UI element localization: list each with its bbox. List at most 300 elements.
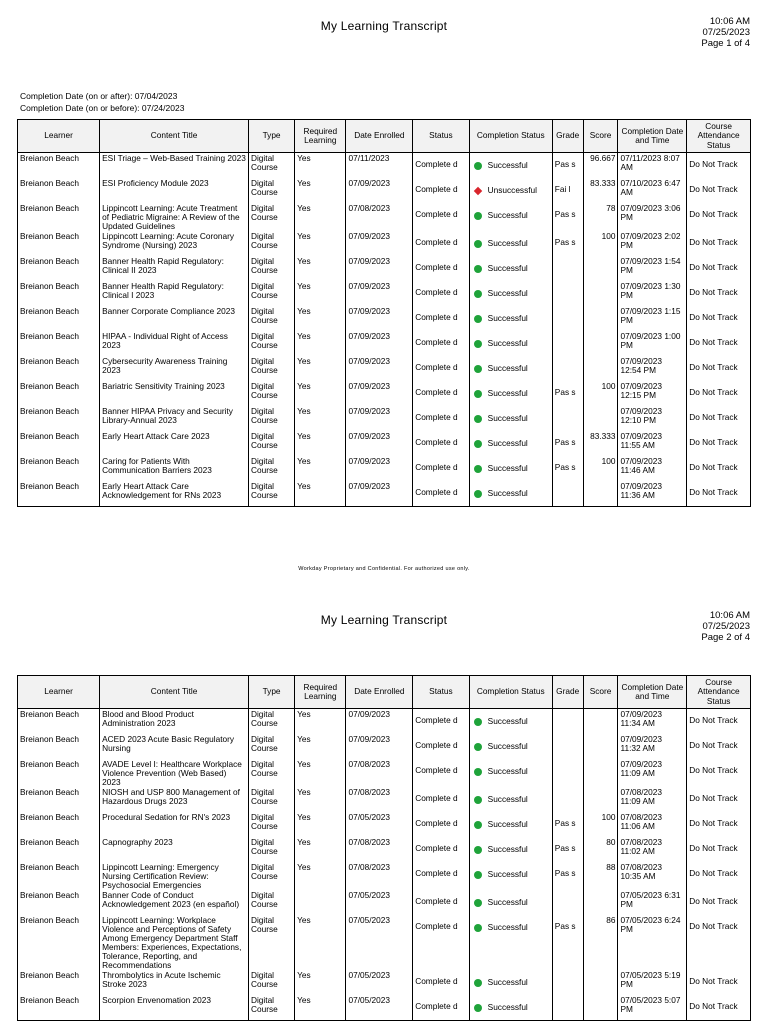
content-title-cell: Banner Corporate Compliance 2023 [100, 306, 249, 331]
successful-icon [474, 212, 482, 220]
completion-status-label: Successful [487, 413, 528, 423]
report-meta [701, 16, 750, 49]
status-text: Complete d [415, 462, 458, 472]
attendance-cell [687, 281, 751, 306]
status-cell [413, 734, 469, 759]
completion-date-cell: 07/09/2023 12:15 PM [618, 381, 687, 406]
status-cell [413, 231, 469, 256]
completion-status [472, 767, 550, 776]
successful-icon [474, 796, 482, 804]
status-text: Complete d [415, 896, 458, 906]
table-row [18, 995, 751, 1021]
type-cell: Digital Course [248, 431, 294, 456]
content-title-cell: Early Heart Attack Care Acknowledgement for RNs 2023 [100, 481, 249, 507]
attendance-cell [687, 356, 751, 381]
type-cell: Digital Course [248, 381, 294, 406]
grade-cell [552, 709, 583, 735]
column-header: Grade [552, 120, 583, 153]
status-text: Complete d [415, 921, 458, 931]
completion-status-cell [469, 759, 552, 787]
column-header: Required Learning [295, 120, 346, 153]
score-cell: 100 [583, 812, 618, 837]
date-enrolled-cell: 07/08/2023 [346, 787, 413, 812]
attendance-text: Do Not Track [689, 487, 738, 497]
successful-icon [474, 340, 482, 348]
completion-status-label: Successful [487, 1002, 528, 1012]
status-cell [413, 406, 469, 431]
transcript-table [17, 119, 751, 507]
completion-date-cell: 07/05/2023 6:31 PM [618, 890, 687, 915]
attendance-cell [687, 203, 751, 231]
status-cell [413, 203, 469, 231]
status-text: Complete d [415, 868, 458, 878]
grade-cell [552, 203, 583, 231]
required-cell: Yes [295, 306, 346, 331]
type-cell: Digital Course [248, 306, 294, 331]
column-header: Grade [552, 676, 583, 709]
completion-status [472, 239, 550, 248]
completion-date-cell: 07/09/2023 12:10 PM [618, 406, 687, 431]
status-cell [413, 915, 469, 970]
table-row [18, 837, 751, 862]
score-cell [583, 787, 618, 812]
learner-cell: Breianon Beach [18, 356, 100, 381]
completion-status [472, 364, 550, 373]
table-row [18, 431, 751, 456]
table-row [18, 153, 751, 179]
column-header: Learner [18, 120, 100, 153]
completion-date-cell: 07/05/2023 6:24 PM [618, 915, 687, 970]
grade-cell [552, 356, 583, 381]
date-enrolled-cell: 07/09/2023 [346, 456, 413, 481]
attendance-cell [687, 970, 751, 995]
attendance-cell [687, 481, 751, 507]
completion-status [472, 870, 550, 879]
table-row [18, 812, 751, 837]
successful-icon [474, 162, 482, 170]
completion-status [472, 211, 550, 220]
type-cell: Digital Course [248, 231, 294, 256]
status-cell [413, 812, 469, 837]
table-header-row [18, 676, 751, 709]
date-enrolled-cell: 07/09/2023 [346, 178, 413, 203]
completion-status-label: Successful [487, 844, 528, 854]
completion-status-label: Successful [487, 160, 528, 170]
grade-cell [552, 178, 583, 203]
column-header: Date Enrolled [346, 120, 413, 153]
grade-cell [552, 306, 583, 331]
score-cell: 78 [583, 203, 618, 231]
learner-cell: Breianon Beach [18, 431, 100, 456]
successful-icon [474, 899, 482, 907]
content-title-cell: Capnography 2023 [100, 837, 249, 862]
status-text: Complete d [415, 412, 458, 422]
attendance-cell [687, 178, 751, 203]
required-cell: Yes [295, 381, 346, 406]
grade-text: Pas s [554, 159, 576, 169]
grade-cell [552, 331, 583, 356]
status-cell [413, 178, 469, 203]
completion-date-cell: 07/05/2023 5:19 PM [618, 970, 687, 995]
content-title-cell: Early Heart Attack Care 2023 [100, 431, 249, 456]
completion-date-cell: 07/09/2023 11:32 AM [618, 734, 687, 759]
completion-status-label: Successful [487, 897, 528, 907]
completion-status [472, 742, 550, 751]
content-title-cell: Lippincott Learning: Workplace Violence and Perceptions of Safety Among Emergency Department Staff Members: Experiences, Expectations, Tolerance, Reporting, and Recommendations [100, 915, 249, 970]
status-text: Complete d [415, 362, 458, 372]
learner-cell: Breianon Beach [18, 995, 100, 1021]
score-cell [583, 970, 618, 995]
completion-status [472, 717, 550, 726]
date-enrolled-cell: 07/05/2023 [346, 812, 413, 837]
completion-date-cell: 07/09/2023 11:36 AM [618, 481, 687, 507]
table-row [18, 970, 751, 995]
page-title: My Learning Transcript [320, 613, 448, 627]
status-cell [413, 381, 469, 406]
date-enrolled-cell: 07/09/2023 [346, 356, 413, 381]
date-enrolled-cell: 07/09/2023 [346, 481, 413, 507]
content-title-cell: Procedural Sedation for RN's 2023 [100, 812, 249, 837]
attendance-cell [687, 734, 751, 759]
status-cell [413, 787, 469, 812]
type-cell: Digital Course [248, 153, 294, 179]
learner-cell: Breianon Beach [18, 406, 100, 431]
completion-status-cell [469, 356, 552, 381]
learner-cell: Breianon Beach [18, 890, 100, 915]
completion-status [472, 795, 550, 804]
learner-cell: Breianon Beach [18, 862, 100, 890]
completion-status-label: Successful [487, 210, 528, 220]
required-cell: Yes [295, 862, 346, 890]
attendance-cell [687, 837, 751, 862]
type-cell: Digital Course [248, 759, 294, 787]
learner-cell: Breianon Beach [18, 281, 100, 306]
required-cell: Yes [295, 456, 346, 481]
status-cell [413, 431, 469, 456]
completion-status-label: Successful [487, 263, 528, 273]
date-enrolled-cell: 07/09/2023 [346, 734, 413, 759]
successful-icon [474, 979, 482, 987]
table-row [18, 306, 751, 331]
status-text: Complete d [415, 387, 458, 397]
completion-status [472, 845, 550, 854]
date-enrolled-cell: 07/08/2023 [346, 862, 413, 890]
completion-date-cell: 07/09/2023 3:06 PM [618, 203, 687, 231]
required-cell: Yes [295, 812, 346, 837]
date-enrolled-cell: 07/08/2023 [346, 837, 413, 862]
attendance-cell [687, 231, 751, 256]
grade-text: Pas s [554, 868, 576, 878]
completion-status [472, 314, 550, 323]
completion-status-cell [469, 862, 552, 890]
attendance-text: Do Not Track [689, 715, 738, 725]
attendance-text: Do Not Track [689, 159, 738, 169]
grade-cell [552, 759, 583, 787]
status-text: Complete d [415, 237, 458, 247]
table-row [18, 734, 751, 759]
completion-status [472, 1003, 550, 1012]
date-enrolled-cell: 07/09/2023 [346, 231, 413, 256]
date-enrolled-cell: 07/11/2023 [346, 153, 413, 179]
report-time: 10:06 AM [709, 16, 750, 27]
grade-text: Pas s [554, 818, 576, 828]
attendance-cell [687, 812, 751, 837]
report-meta [701, 610, 750, 643]
completion-date-cell: 07/09/2023 1:30 PM [618, 281, 687, 306]
completion-date-cell: 07/09/2023 11:55 AM [618, 431, 687, 456]
grade-cell [552, 153, 583, 179]
successful-icon [474, 490, 482, 498]
status-cell [413, 281, 469, 306]
completion-status-cell [469, 431, 552, 456]
successful-icon [474, 821, 482, 829]
content-title-cell: Lippincott Learning: Acute Treatment of Pediatric Migraine: A Review of the Updated Guidelines [100, 203, 249, 231]
learner-cell: Breianon Beach [18, 759, 100, 787]
type-cell: Digital Course [248, 203, 294, 231]
required-cell: Yes [295, 231, 346, 256]
status-cell [413, 356, 469, 381]
type-cell: Digital Course [248, 178, 294, 203]
learner-cell: Breianon Beach [18, 481, 100, 507]
successful-icon [474, 265, 482, 273]
required-cell: Yes [295, 406, 346, 431]
completion-status-label: Successful [487, 819, 528, 829]
page-title: My Learning Transcript [320, 19, 448, 33]
completion-status-label: Successful [487, 313, 528, 323]
completion-status-cell [469, 456, 552, 481]
status-cell [413, 256, 469, 281]
completion-status-label: Successful [487, 388, 528, 398]
table-row [18, 281, 751, 306]
attendance-cell [687, 759, 751, 787]
learner-cell: Breianon Beach [18, 381, 100, 406]
completion-status-label: Successful [487, 741, 528, 751]
completion-status-cell [469, 970, 552, 995]
date-enrolled-cell: 07/09/2023 [346, 281, 413, 306]
required-cell: Yes [295, 915, 346, 970]
content-title-cell: ESI Triage – Web-Based Training 2023 [100, 153, 249, 179]
required-cell [295, 890, 346, 915]
status-cell [413, 709, 469, 735]
completion-status-cell [469, 256, 552, 281]
grade-text: Pas s [554, 462, 576, 472]
completion-status [472, 339, 550, 348]
transcript-table [17, 675, 751, 1021]
required-cell: Yes [295, 431, 346, 456]
completion-date-cell: 07/08/2023 11:06 AM [618, 812, 687, 837]
table-row [18, 709, 751, 735]
successful-icon [474, 1004, 482, 1012]
required-cell: Yes [295, 995, 346, 1021]
content-title-cell: Lippincott Learning: Acute Coronary Syndrome (Nursing) 2023 [100, 231, 249, 256]
learner-cell: Breianon Beach [18, 812, 100, 837]
attendance-text: Do Not Track [689, 793, 738, 803]
content-title-cell: Cybersecurity Awareness Training 2023 [100, 356, 249, 381]
successful-icon [474, 440, 482, 448]
status-text: Complete d [415, 765, 458, 775]
learner-cell: Breianon Beach [18, 306, 100, 331]
completion-status-cell [469, 406, 552, 431]
status-text: Complete d [415, 976, 458, 986]
learner-cell: Breianon Beach [18, 153, 100, 179]
score-cell [583, 481, 618, 507]
content-title-cell: Scorpion Envenomation 2023 [100, 995, 249, 1021]
score-cell: 83.333 [583, 178, 618, 203]
score-cell [583, 356, 618, 381]
attendance-text: Do Not Track [689, 896, 738, 906]
status-text: Complete d [415, 287, 458, 297]
completion-status-label: Successful [487, 288, 528, 298]
score-cell [583, 281, 618, 306]
type-cell: Digital Course [248, 787, 294, 812]
date-enrolled-cell: 07/05/2023 [346, 890, 413, 915]
completion-status-cell [469, 915, 552, 970]
successful-icon [474, 924, 482, 932]
score-cell [583, 734, 618, 759]
score-cell: 100 [583, 456, 618, 481]
status-text: Complete d [415, 262, 458, 272]
status-cell [413, 995, 469, 1021]
date-enrolled-cell: 07/09/2023 [346, 709, 413, 735]
content-title-cell: Caring for Patients With Communication Barriers 2023 [100, 456, 249, 481]
successful-icon [474, 365, 482, 373]
grade-text: Pas s [554, 843, 576, 853]
learner-cell: Breianon Beach [18, 837, 100, 862]
completion-status-cell [469, 995, 552, 1021]
status-cell [413, 306, 469, 331]
column-header: Date Enrolled [346, 676, 413, 709]
attendance-cell [687, 709, 751, 735]
grade-text: Pas s [554, 921, 576, 931]
column-header: Completion Date and Time [618, 120, 687, 153]
required-cell: Yes [295, 281, 346, 306]
type-cell: Digital Course [248, 331, 294, 356]
type-cell: Digital Course [248, 456, 294, 481]
completion-status [472, 389, 550, 398]
learner-cell: Breianon Beach [18, 915, 100, 970]
attendance-text: Do Not Track [689, 1001, 738, 1011]
date-enrolled-cell: 07/09/2023 [346, 406, 413, 431]
learner-cell: Breianon Beach [18, 734, 100, 759]
required-cell: Yes [295, 256, 346, 281]
grade-text: Pas s [554, 237, 576, 247]
completion-date-cell: 07/10/2023 6:47 AM [618, 178, 687, 203]
successful-icon [474, 846, 482, 854]
content-title-cell: Thrombolytics in Acute Ischemic Stroke 2023 [100, 970, 249, 995]
content-title-cell: Bariatric Sensitivity Training 2023 [100, 381, 249, 406]
grade-cell [552, 456, 583, 481]
completion-date-cell: 07/09/2023 1:00 PM [618, 331, 687, 356]
status-text: Complete d [415, 843, 458, 853]
completion-status [472, 489, 550, 498]
table-row [18, 759, 751, 787]
content-title-cell: HIPAA - Individual Right of Access 2023 [100, 331, 249, 356]
grade-text: Pas s [554, 437, 576, 447]
filter-criteria [20, 90, 184, 114]
type-cell: Digital Course [248, 481, 294, 507]
filter-start: Completion Date (on or after): 07/04/2023 [20, 91, 178, 101]
type-cell: Digital Course [248, 256, 294, 281]
completion-status-cell [469, 281, 552, 306]
content-title-cell: Banner Code of Conduct Acknowledgement 2023 (en español) [100, 890, 249, 915]
completion-status-label: Successful [487, 716, 528, 726]
score-cell [583, 331, 618, 356]
attendance-cell [687, 456, 751, 481]
required-cell: Yes [295, 178, 346, 203]
score-cell [583, 709, 618, 735]
column-header: Learner [18, 676, 100, 709]
column-header: Status [413, 676, 469, 709]
required-cell: Yes [295, 970, 346, 995]
completion-status-cell [469, 203, 552, 231]
content-title-cell: NIOSH and USP 800 Management of Hazardous Drugs 2023 [100, 787, 249, 812]
grade-cell [552, 970, 583, 995]
type-cell: Digital Course [248, 837, 294, 862]
attendance-text: Do Not Track [689, 921, 738, 931]
type-cell: Digital Course [248, 734, 294, 759]
grade-text: Fai l [554, 184, 571, 194]
grade-cell [552, 231, 583, 256]
completion-status-cell [469, 890, 552, 915]
page-number: Page 2 of 4 [701, 632, 750, 643]
table-row [18, 356, 751, 381]
learner-cell: Breianon Beach [18, 256, 100, 281]
completion-date-cell: 07/09/2023 1:15 PM [618, 306, 687, 331]
date-enrolled-cell: 07/09/2023 [346, 256, 413, 281]
required-cell: Yes [295, 787, 346, 812]
type-cell: Digital Course [248, 970, 294, 995]
filter-end: Completion Date (on or before): 07/24/2023 [20, 103, 185, 113]
completion-status-cell [469, 837, 552, 862]
confidentiality-footer: Workday Proprietary and Confidential. For authorized use only. [298, 566, 470, 572]
required-cell: Yes [295, 331, 346, 356]
successful-icon [474, 871, 482, 879]
content-title-cell: ACED 2023 Acute Basic Regulatory Nursing [100, 734, 249, 759]
date-enrolled-cell: 07/05/2023 [346, 970, 413, 995]
score-cell [583, 995, 618, 1021]
attendance-cell [687, 331, 751, 356]
completion-status-cell [469, 153, 552, 179]
grade-cell [552, 812, 583, 837]
page-number: Page 1 of 4 [701, 38, 750, 49]
score-cell: 80 [583, 837, 618, 862]
score-cell: 100 [583, 381, 618, 406]
completion-status-cell [469, 812, 552, 837]
completion-date-cell: 07/09/2023 1:54 PM [618, 256, 687, 281]
status-cell [413, 890, 469, 915]
grade-cell [552, 915, 583, 970]
learner-cell: Breianon Beach [18, 331, 100, 356]
attendance-cell [687, 787, 751, 812]
successful-icon [474, 718, 482, 726]
attendance-text: Do Not Track [689, 462, 738, 472]
completion-status-cell [469, 787, 552, 812]
attendance-text: Do Not Track [689, 818, 738, 828]
completion-status [472, 978, 550, 987]
status-text: Complete d [415, 487, 458, 497]
grade-cell [552, 890, 583, 915]
attendance-text: Do Not Track [689, 287, 738, 297]
table-row [18, 890, 751, 915]
successful-icon [474, 290, 482, 298]
completion-status-cell [469, 709, 552, 735]
score-cell: 96.667 [583, 153, 618, 179]
table-row [18, 331, 751, 356]
attendance-text: Do Not Track [689, 362, 738, 372]
column-header: Course Attendance Status [687, 676, 751, 709]
attendance-text: Do Not Track [689, 262, 738, 272]
content-title-cell: Banner Health Rapid Regulatory: Clinical I 2023 [100, 281, 249, 306]
